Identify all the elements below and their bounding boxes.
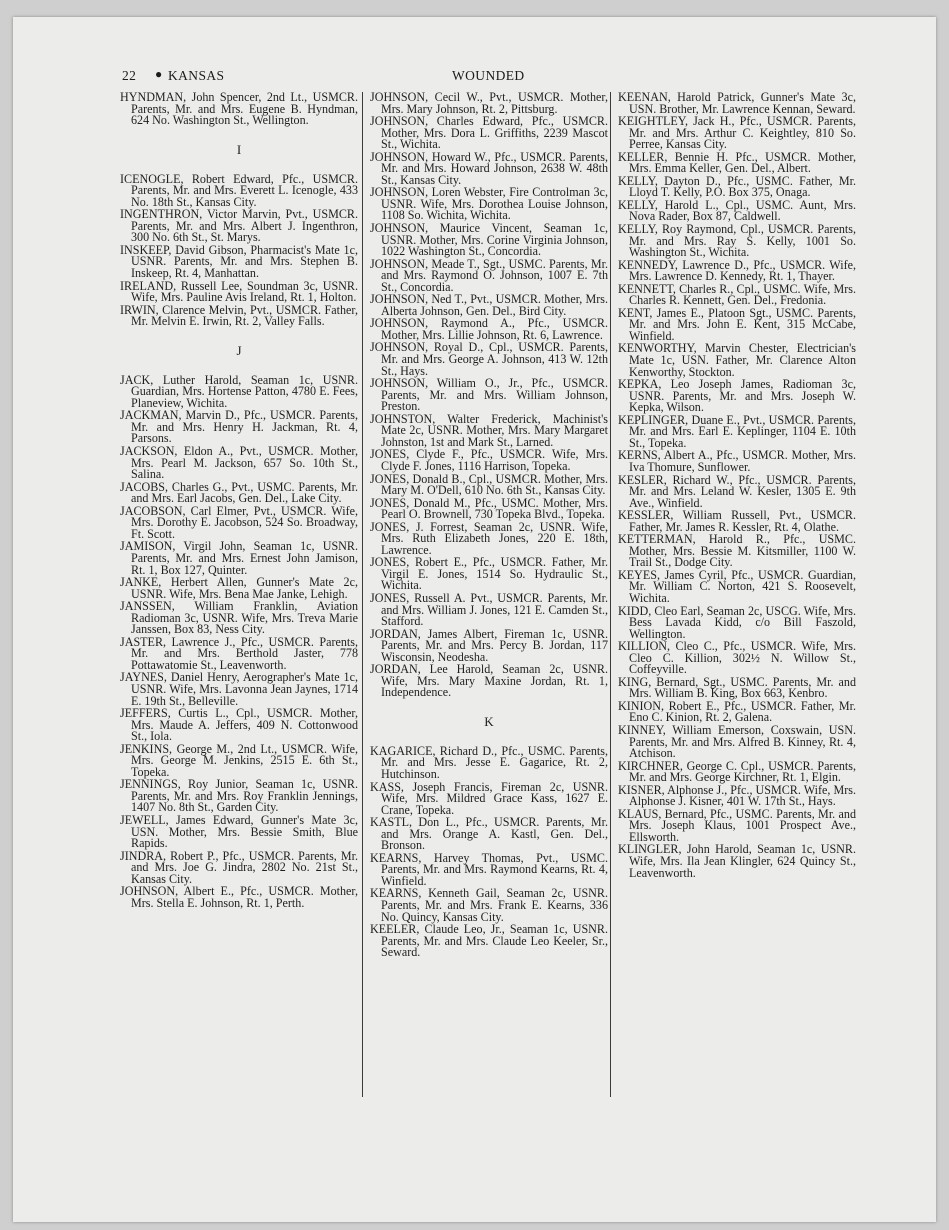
casualty-entry: KLAUS, Bernard, Pfc., USMC. Parents, Mr. and Mrs. Joseph Klaus, 1001 Prospect Ave., Ellsworth. [618,806,856,844]
casualty-entry: JACOBSON, Carl Elmer, Pvt., USMCR. Wife, Mrs. Dorothy E. Jacobson, 524 So. Broadway, Ft. Scott. [120,503,358,541]
casualty-entry: KASTL, Don L., Pfc., USMCR. Parents, Mr. and Mrs. Orange A. Kastl, Gen. Del., Bronson. [370,815,608,853]
section-letter: I [236,141,242,157]
casualty-entry: JEFFERS, Curtis L., Cpl., USMCR. Mother, Mrs. Maude A. Jeffers, 409 N. Cottonwood St., Iola. [120,706,358,744]
casualty-entry: KEELER, Claude Leo, Jr., Seaman 1c, USNR. Parents, Mr. and Mrs. Claude Leo Keeler, Sr., Seward. [370,922,608,960]
casualty-entry: KELLY, Roy Raymond, Cpl., USMCR. Parents, Mr. and Mrs. Ray S. Kelly, 1001 So. Washington St., Wichita. [618,222,856,260]
casualty-entry: JOHNSON, Loren Webster, Fire Controlman 3c, USNR. Wife, Mrs. Dorothea Louise Johnson, 1108 So. Wichita, Wichita. [370,185,608,223]
column-3 [618,92,856,880]
casualty-entry: JANSSEN, William Franklin, Aviation Radioman 3c, USNR. Wife, Mrs. Treva Marie Janssen, Box 83, Ness City. [120,599,358,637]
casualty-entry: JOHNSON, Meade T., Sgt., USMC. Parents, Mr. and Mrs. Raymond O. Johnson, 1007 E. 7th St., Concordia. [370,256,608,294]
casualty-entry: JASTER, Lawrence J., Pfc., USMCR. Parents, Mr. and Mrs. Berthold Jaster, 778 Pottawatomie St., Leavenworth. [120,634,358,672]
section-letter: K [484,713,494,729]
casualty-entry: KESLER, Richard W., Pfc., USMCR. Parents, Mr. and Mrs. Leland W. Kesler, 1305 E. 9th Ave., Winfield. [618,472,856,510]
casualty-entry: KLINGLER, John Harold, Seaman 1c, USNR. Wife, Mrs. Ila Jean Klingler, 624 Quincy St., Leavenworth. [618,842,856,880]
casualty-entry: JONES, Robert E., Pfc., USMCR. Father, Mr. Virgil E. Jones, 1514 So. Hydraulic St., Wichita. [370,555,608,593]
casualty-entry: KESSLER, William Russell, Pvt., USMCR. Father, Mr. James R. Kessler, Rt. 4, Olathe. [618,508,856,534]
casualty-entry: JEWELL, James Edward, Gunner's Mate 3c, USN. Mother, Mrs. Bessie Smith, Blue Rapids. [120,812,358,851]
column-2 [370,92,608,960]
casualty-entry: JOHNSON, William O., Jr., Pfc., USMCR. Parents, Mr. and Mrs. William Johnson, Preston. [370,376,608,414]
casualty-entry: KAGARICE, Richard D., Pfc., USMC. Parents, Mr. and Mrs. Jesse E. Gagarice, Rt. 2, Hutchinson. [370,743,608,781]
casualty-entry: KEYES, James Cyril, Pfc., USMCR. Guardian, Mr. William C. Norton, 421 S. Roosevelt, Wichita. [618,567,856,605]
casualty-entry: KINION, Robert E., Pfc., USMCR. Father, Mr. Eno C. Kinion, Rt. 2, Galena. [618,698,856,725]
casualty-entry: KELLY, Dayton D., Pfc., USMC. Father, Mr. Lloyd T. Kelly, P.O. Box 375, Onaga. [618,173,856,200]
casualty-entry: JOHNSON, Royal D., Cpl., USMCR. Parents, Mr. and Mrs. George A. Johnson, 413 W. 12th St., Hays. [370,340,608,378]
casualty-entry: KELLER, Bennie H. Pfc., USMCR. Mother, Mrs. Emma Keller, Gen. Del., Albert. [618,149,856,176]
casualty-entry: JAMISON, Virgil John, Seaman 1c, USNR. Parents, Mr. and Mrs. Ernest John Jamison, Rt. 1, Box 127, Quinter. [120,539,358,577]
header-bullet: ● [155,67,163,81]
casualty-entry: KEPKA, Leo Joseph James, Radioman 3c, USNR. Parents, Mr. and Mrs. Joseph W. Kepka, Wilson. [618,377,856,415]
casualty-entry: JORDAN, Lee Harold, Seaman 2c, USNR. Wife, Mrs. Mary Maxine Jordan, Rt. 1, Independence. [370,662,608,700]
page-header [122,68,857,86]
casualty-entry: KEPLINGER, Duane E., Pvt., USMCR. Parents, Mr. and Mrs. Earl E. Keplinger, 1104 E. 10th St., Topeka. [618,412,856,450]
casualty-entry: JENNINGS, Roy Junior, Seaman 1c, USNR. Parents, Mr. and Mrs. Roy Franklin Jennings, 1407 No. 8th St., Garden City. [120,777,358,815]
casualty-entry: JOHNSON, Raymond A., Pfc., USMCR. Mother, Mrs. Lillie Johnson, Rt. 6, Lawrence. [370,316,608,342]
casualty-entry: JORDAN, James Albert, Fireman 1c, USNR. Parents, Mr. and Mrs. Percy B. Jordan, 117 Wisconsin, Neodesha. [370,626,608,664]
section-letter: J [236,342,242,358]
casualty-entry: IRWIN, Clarence Melvin, Pvt., USMCR. Father, Mr. Melvin E. Irwin, Rt. 2, Valley Falls. [120,302,358,329]
casualty-entry: KING, Bernard, Sgt., USMC. Parents, Mr. and Mrs. William B. King, Box 663, Kenbro. [618,674,856,701]
casualty-entry: JOHNSON, Ned T., Pvt., USMCR. Mother, Mrs. Alberta Johnson, Gen. Del., Bird City. [370,292,608,318]
casualty-entry: KENWORTHY, Marvin Chester, Electrician's Mate 1c, USN. Father, Mr. Clarence Alton Kenworthy, Stockton. [618,341,856,379]
casualty-entry: JAYNES, Daniel Henry, Aerographer's Mate 1c, USNR. Wife, Mrs. Lavonna Jean Jaynes, 1714 E. 19th St., Belleville. [120,670,358,708]
casualty-entry: KEIGHTLEY, Jack H., Pfc., USMCR. Parents, Mr. and Mrs. Arthur C. Keightley, 810 So. Perree, Kansas City. [618,114,856,152]
casualty-entry: KIRCHNER, George C. Cpl., USMCR. Parents, Mr. and Mrs. George Kirchner, Rt. 1, Elgin. [618,758,856,785]
casualty-entry: ICENOGLE, Robert Edward, Pfc., USMCR. Parents, Mr. and Mrs. Everett L. Icenogle, 433 No. 18th St., Kansas City. [120,171,358,209]
casualty-entry: JONES, Donald M., Pfc., USMC. Mother, Mrs. Pearl O. Brownell, 730 Topeka Blvd., Topeka. [370,495,608,522]
casualty-entry: JANKE, Herbert Allen, Gunner's Mate 2c, USNR. Wife, Mrs. Bena Mae Janke, Lehigh. [120,575,358,601]
casualty-entry: JONES, J. Forrest, Seaman 2c, USNR. Wife, Mrs. Ruth Elizabeth Jones, 220 E. 18th, Lawrence. [370,519,608,557]
casualty-entry: JACK, Luther Harold, Seaman 1c, USNR. Guardian, Mrs. Hortense Patton, 4780 E. Fees, Planeview, Wichita. [120,372,358,410]
casualty-entry: KEARNS, Harvey Thomas, Pvt., USMC. Parents, Mr. and Mrs. Raymond Kearns, Rt. 4, Winfield. [370,850,608,888]
casualty-entry: JENKINS, George M., 2nd Lt., USMCR. Wife, Mrs. George M. Jenkins, 2515 E. 6th St., Topeka. [120,741,358,779]
column-divider [362,92,363,1097]
casualty-entry: KERNS, Albert A., Pfc., USMCR. Mother, Mrs. Iva Thomure, Sunflower. [618,448,856,474]
casualty-entry: KILLION, Cleo C., Pfc., USMCR. Wife, Mrs. Cleo C. Killion, 302½ N. Willow St., Coffeyville. [618,639,856,677]
column-1 [120,92,358,910]
casualty-entry: KELLY, Harold L., Cpl., USMC. Aunt, Mrs. Nova Rader, Box 87, Caldwell. [618,197,856,224]
casualty-entry: JOHNSTON, Walter Frederick, Machinist's Mate 2c, USNR. Mother, Mrs. Mary Margaret Johnston, 1st and Mark St., Larned. [370,411,608,449]
casualty-entry: JONES, Donald B., Cpl., USMCR. Mother, Mrs. Mary M. O'Dell, 610 No. 6th St., Kansas City. [370,471,608,498]
casualty-entry: KASS, Joseph Francis, Fireman 2c, USNR. Wife, Mrs. Mildred Grace Kass, 1627 E. Crane, Topeka. [370,779,608,817]
header-state: KANSAS [168,68,225,83]
casualty-entry: JONES, Clyde F., Pfc., USMCR. Wife, Mrs. Clyde F. Jones, 1116 Harrison, Topeka. [370,447,608,473]
casualty-entry: JINDRA, Robert P., Pfc., USMCR. Parents, Mr. and Mrs. Joe G. Jindra, 2802 No. 21st St., Kansas City. [120,848,358,886]
casualty-entry: JOHNSON, Albert E., Pfc., USMCR. Mother, Mrs. Stella E. Johnson, Rt. 1, Perth. [120,884,358,910]
casualty-entry: JACKMAN, Marvin D., Pfc., USMCR. Parents, Mr. and Mrs. Henry H. Jackman, Rt. 4, Parsons. [120,408,358,446]
casualty-entry: IRELAND, Russell Lee, Soundman 3c, USNR. Wife, Mrs. Pauline Avis Ireland, Rt. 1, Holton. [120,278,358,305]
page-number: 22 [122,68,137,83]
casualty-entry: KIDD, Cleo Earl, Seaman 2c, USCG. Wife, Mrs. Bess Lavada Kidd, c/o Bill Faszold, Wellington. [618,603,856,641]
casualty-entry: KINNEY, William Emerson, Coxswain, USN. Parents, Mr. and Mrs. Alfred B. Kinney, Rt. 4, Atchison. [618,722,856,761]
casualty-entry: KETTERMAN, Harold R., Pfc., USMC. Mother, Mrs. Bessie M. Kitsmiller, 1100 W. Trail St., Dodge City. [618,532,856,570]
casualty-entry: KENNETT, Charles R., Cpl., USMC. Wife, Mrs. Charles R. Kennett, Gen. Del., Fredonia. [618,281,856,308]
casualty-entry: JACOBS, Charles G., Pvt., USMC. Parents, Mr. and Mrs. Earl Jacobs, Gen. Del., Lake City. [120,479,358,506]
casualty-entry: KENNEDY, Lawrence D., Pfc., USMCR. Wife, Mrs. Lawrence D. Kennedy, Rt. 1, Thayer. [618,257,856,284]
header-section: WOUNDED [452,68,525,83]
casualty-entry: KISNER, Alphonse J., Pfc., USMCR. Wife, Mrs. Alphonse J. Kisner, 401 W. 17th St., Hays. [618,782,856,809]
casualty-entry: JOHNSON, Cecil W., Pvt., USMCR. Mother, Mrs. Mary Johnson, Rt. 2, Pittsburg. [370,90,608,116]
casualty-entry: JOHNSON, Howard W., Pfc., USMCR. Parents, Mr. and Mrs. Howard Johnson, 2638 W. 48th St., Kansas City. [370,149,608,187]
casualty-entry: JOHNSON, Charles Edward, Pfc., USMCR. Mother, Mrs. Dora L. Griffiths, 2239 Mascot St., Wichita. [370,114,608,152]
casualty-entry: JOHNSON, Maurice Vincent, Seaman 1c, USNR. Mother, Mrs. Corine Virginia Johnson, 1022 Washington St., Concordia. [370,221,608,259]
column-divider [610,92,611,1097]
casualty-entry: JONES, Russell A. Pvt., USMCR. Parents, Mr. and Mrs. William J. Jones, 121 E. Camden St., Stafford. [370,590,608,629]
casualty-entry: KEARNS, Kenneth Gail, Seaman 2c, USNR. Parents, Mr. and Mrs. Frank E. Kearns, 336 No. Quincy, Kansas City. [370,886,608,924]
casualty-entry: HYNDMAN, John Spencer, 2nd Lt., USMCR. Parents, Mr. and Mrs. Eugene B. Hyndman, 624 No. Washington St., Wellington. [120,90,358,128]
casualty-entry: KEENAN, Harold Patrick, Gunner's Mate 3c, USN. Brother, Mr. Lawrence Kennan, Seward. [618,90,856,116]
casualty-entry: INSKEEP, David Gibson, Pharmacist's Mate 1c, USNR. Parents, Mr. and Mrs. Stephen B. Inskeep, Rt. 4, Manhattan. [120,242,358,281]
casualty-entry: JACKSON, Eldon A., Pvt., USMCR. Mother, Mrs. Pearl M. Jackson, 657 So. 10th St., Salina. [120,444,358,482]
casualty-entry: KENT, James E., Platoon Sgt., USMC. Parents, Mr. and Mrs. John E. Kent, 315 McCabe, Winfield. [618,305,856,343]
casualty-entry: INGENTHRON, Victor Marvin, Pvt., USMCR. Parents, Mr. and Mrs. Albert J. Ingenthron, 300 No. 6th St., St. Marys. [120,207,358,245]
